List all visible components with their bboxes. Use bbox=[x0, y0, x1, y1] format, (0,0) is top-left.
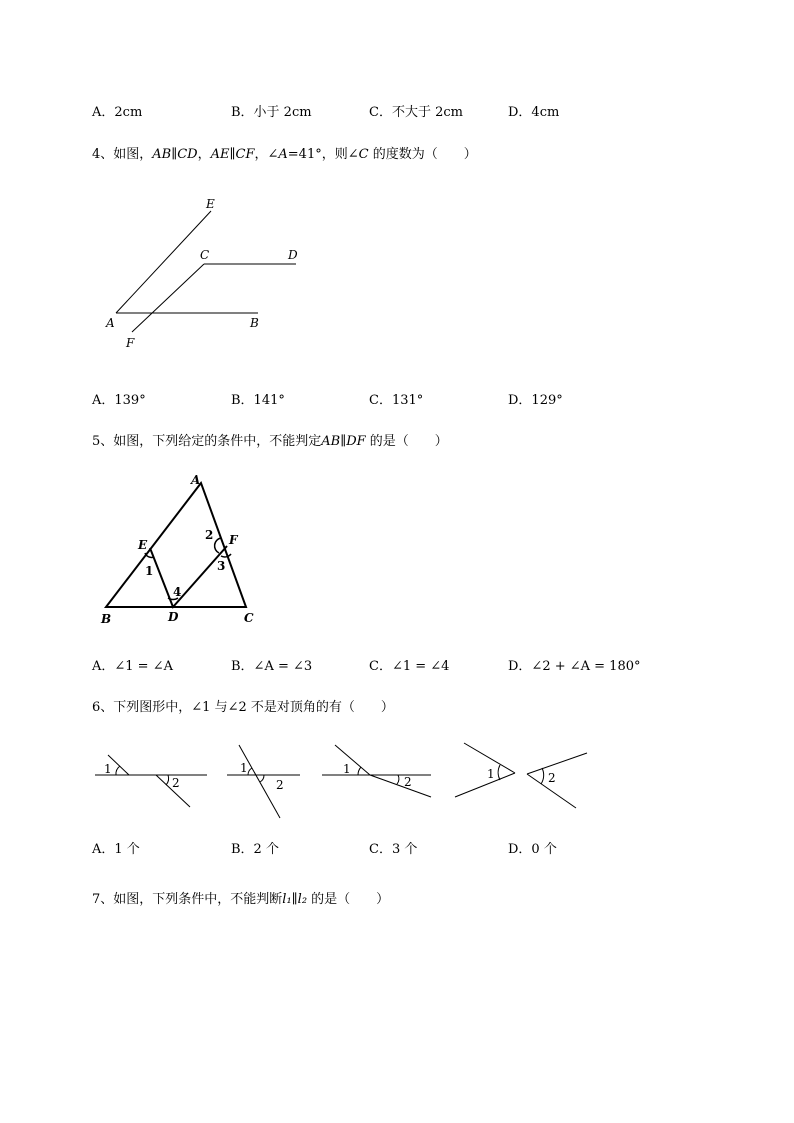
q4-cond-1: AB∥CD bbox=[152, 147, 198, 162]
q5-label-1: 1 bbox=[145, 564, 154, 578]
q6-f2-slant bbox=[239, 745, 280, 818]
q5-option-b: B．∠A = ∠3 bbox=[231, 659, 313, 674]
q5-option-a: A．∠1 = ∠A bbox=[92, 659, 173, 674]
q3-option-a: A．2cm bbox=[92, 105, 143, 120]
q5-label-c: C bbox=[244, 611, 254, 625]
q7-stem-prefix: 7、如图，下列条件中，不能判断 bbox=[92, 892, 283, 907]
q5-label-f: F bbox=[229, 533, 238, 547]
q6-f1-label-1: 1 bbox=[104, 762, 112, 776]
q6-stem: 6、下列图形中，∠1 与∠2 不是对顶角的有（ ） bbox=[92, 700, 394, 715]
q4-sep-2: ，∠ bbox=[254, 147, 279, 162]
q6-f4-arc-1 bbox=[498, 765, 500, 780]
q6-f3-arc-2 bbox=[397, 775, 399, 784]
q4-label-d: D bbox=[288, 248, 298, 262]
q4-target: C bbox=[358, 147, 369, 162]
q6-figure-4 bbox=[455, 743, 587, 808]
q6-option-b: B．2 个 bbox=[231, 842, 279, 857]
q6-f2-label-1: 1 bbox=[240, 761, 248, 775]
q5-cond: AB∥DF bbox=[321, 434, 366, 449]
q6-f3-label-1: 1 bbox=[343, 762, 351, 776]
q6-f4-label-2: 2 bbox=[548, 771, 556, 785]
q4-sep-1: ， bbox=[197, 147, 211, 162]
q6-figure-1 bbox=[95, 755, 207, 807]
q6-f4-label-1: 1 bbox=[487, 767, 495, 781]
q5-label-a: A bbox=[191, 473, 201, 487]
q6-f2-arc-1 bbox=[248, 768, 252, 775]
q4-option-d: D．129° bbox=[508, 393, 563, 408]
q4-label-b: B bbox=[250, 316, 259, 330]
q6-f1-arc-1 bbox=[116, 766, 120, 775]
q6-option-a: A．1 个 bbox=[92, 842, 140, 857]
q6-f3-arc-1 bbox=[358, 767, 361, 775]
q4-angle: A bbox=[278, 147, 288, 162]
q4-label-c: C bbox=[200, 248, 210, 262]
q5-label-b: B bbox=[101, 612, 112, 626]
q6-f4-arc-2 bbox=[541, 768, 544, 784]
q4-cond-2: AE∥CF bbox=[210, 147, 255, 162]
q5-label-d: D bbox=[168, 610, 179, 624]
q6-f4-ray-lower bbox=[455, 773, 515, 797]
q5-stem-prefix: 5、如图，下列给定的条件中，不能判定 bbox=[92, 434, 322, 449]
q6-f3-label-2: 2 bbox=[404, 775, 412, 789]
q7-stem-suffix: 的是（ ） bbox=[307, 892, 390, 907]
q5-label-3: 3 bbox=[217, 559, 226, 573]
q5-stem-suffix: 的是（ ） bbox=[365, 434, 448, 449]
q6-f3-slant-down bbox=[370, 775, 431, 797]
q4-option-c: C．131° bbox=[369, 393, 424, 408]
q6-f3-slant-up bbox=[335, 745, 370, 775]
q6-f1-label-2: 2 bbox=[172, 776, 180, 790]
q4-value: =41°，则∠ bbox=[287, 147, 359, 162]
q6-f2-arc-2 bbox=[260, 775, 264, 782]
q4-stem-suffix: 的度数为（ ） bbox=[368, 147, 477, 162]
q3-option-d: D．4cm bbox=[508, 105, 560, 120]
q6-f1-arc-2 bbox=[166, 775, 169, 785]
q7-cond: l₁∥l₂ bbox=[282, 892, 308, 907]
q6-option-c: C．3 个 bbox=[369, 842, 418, 857]
q4-label-f: F bbox=[126, 336, 135, 350]
q6-f2-label-2: 2 bbox=[276, 778, 284, 792]
q4-option-b: B．141° bbox=[231, 393, 285, 408]
q5-label-e: E bbox=[138, 538, 148, 552]
q4-option-a: A．139° bbox=[92, 393, 146, 408]
q4-label-a: A bbox=[106, 316, 115, 330]
q5-label-4: 4 bbox=[173, 585, 182, 599]
q3-option-c: C．不大于 2cm bbox=[369, 105, 463, 120]
q7-stem bbox=[92, 888, 389, 907]
q6-option-d: D．0 个 bbox=[508, 842, 557, 857]
q4-label-e: E bbox=[206, 197, 215, 211]
q5-option-c: C．∠1 = ∠4 bbox=[369, 659, 450, 674]
q3-option-b: B．小于 2cm bbox=[231, 105, 312, 120]
q5-label-2: 2 bbox=[205, 528, 214, 542]
q6-figure-2 bbox=[227, 745, 300, 818]
q5-option-d: D．∠2 + ∠A = 180° bbox=[508, 659, 641, 674]
q6-figure-3 bbox=[322, 745, 431, 797]
q4-stem-prefix: 4、如图， bbox=[92, 147, 153, 162]
q6-f4-ray-upper-right bbox=[527, 753, 587, 774]
